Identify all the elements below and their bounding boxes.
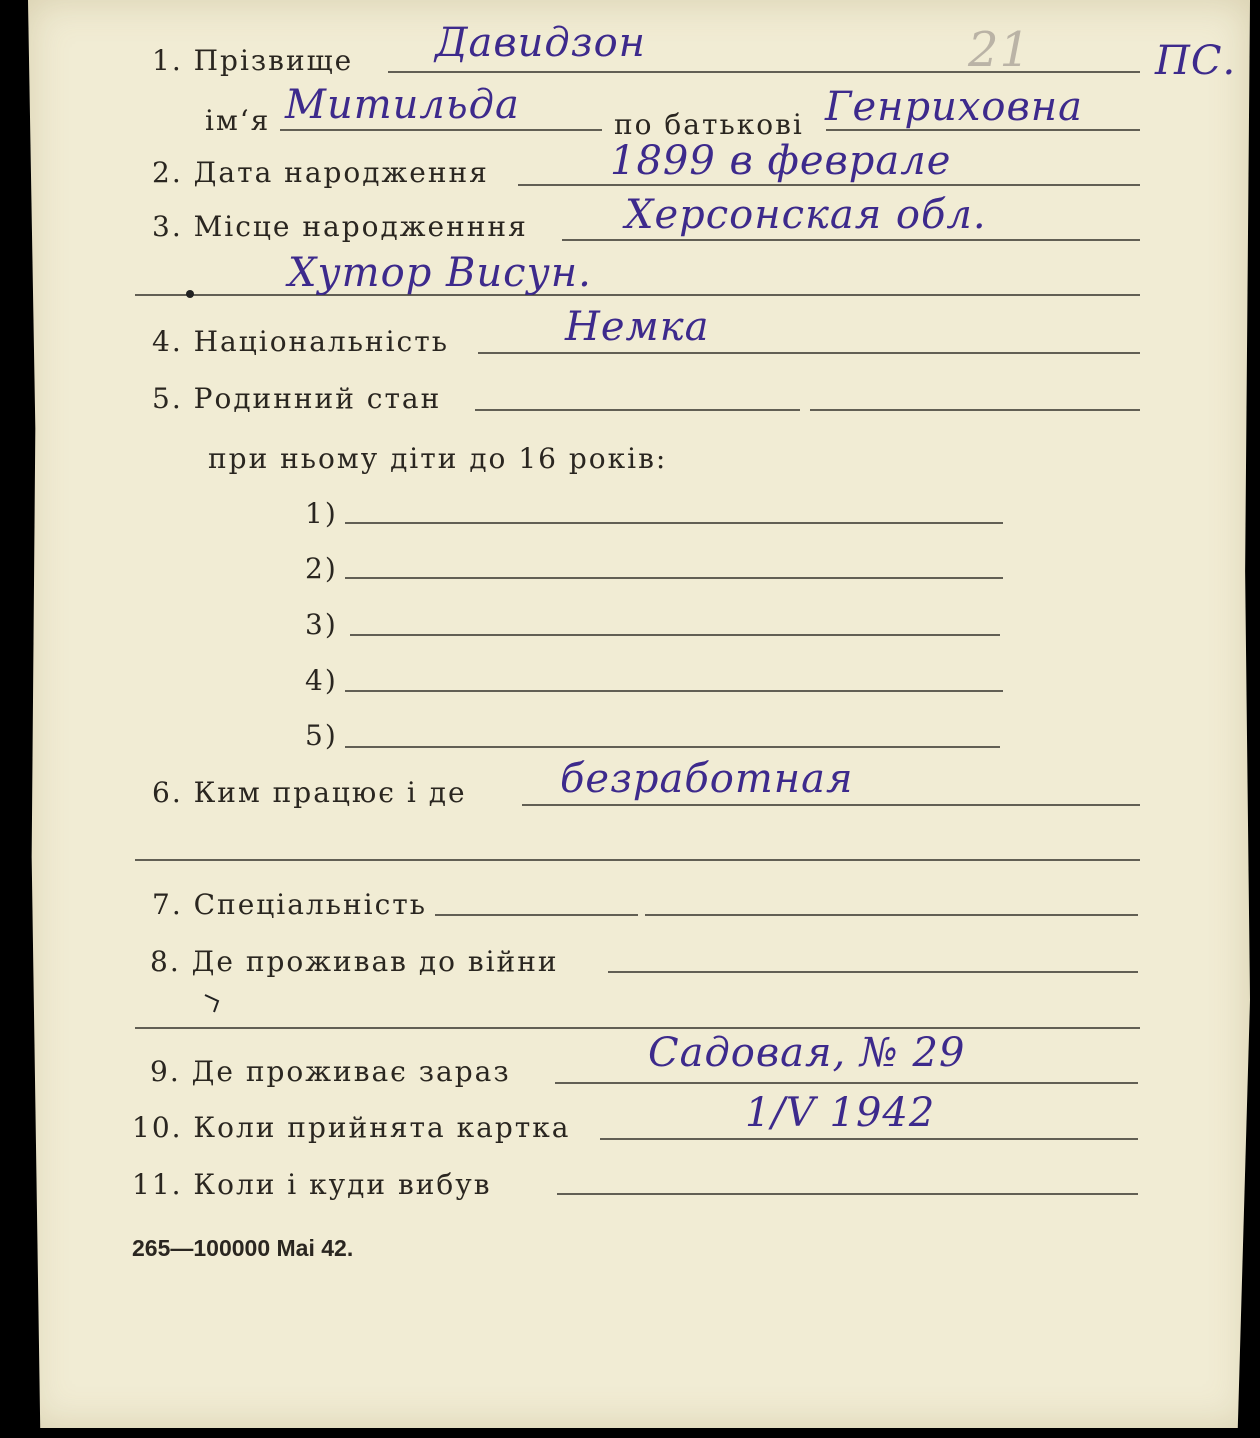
- label-current-address: 9. Де проживає зараз: [150, 1055, 511, 1088]
- ink-tick: [205, 995, 218, 1012]
- value-card-date: 1/V 1942: [745, 1090, 936, 1136]
- value-nationality: Немка: [565, 304, 710, 350]
- value-birth-date: 1899 в феврале: [610, 138, 952, 184]
- value-work: безработная: [560, 756, 854, 802]
- label-child-4: 4): [305, 664, 338, 697]
- label-birth-date: 2. Дата народження: [152, 156, 489, 189]
- label-patronymic: по батькові: [614, 108, 804, 141]
- label-children: при ньому діти до 16 років:: [208, 442, 668, 475]
- label-card-date: 10. Коли прийнята картка: [132, 1111, 571, 1144]
- label-child-5: 5): [305, 719, 338, 752]
- value-birth-place: Херсонская обл.: [625, 192, 987, 238]
- value-first-name: Митильда: [285, 82, 520, 128]
- label-child-2: 2): [305, 552, 338, 585]
- label-work: 6. Ким працює і де: [152, 776, 467, 809]
- label-departure: 11. Коли і куди вибув: [132, 1168, 492, 1201]
- corner-mark: ПС.: [1155, 38, 1237, 84]
- label-nationality: 4. Національність: [152, 325, 449, 358]
- faint-number: 21: [968, 22, 1032, 78]
- label-first-name: ім‘я: [205, 104, 271, 137]
- label-birth-place: 3. Місце народженння: [152, 210, 528, 243]
- ink-dot: [186, 290, 194, 298]
- label-child-3: 3): [305, 608, 338, 641]
- label-marital-status: 5. Родинний стан: [152, 382, 442, 415]
- label-child-1: 1): [305, 497, 338, 530]
- value-birth-place-cont: Хутор Висун.: [288, 250, 592, 296]
- value-current-address: Садовая, № 29: [648, 1030, 966, 1076]
- label-specialty: 7. Спеціальність: [152, 888, 427, 921]
- label-surname: 1. Прізвище: [152, 44, 354, 77]
- value-surname: Давидзон: [435, 20, 647, 66]
- print-run-footer: 265—100000 Mai 42.: [132, 1235, 354, 1261]
- value-patronymic: Генриховна: [825, 84, 1083, 130]
- label-prewar-address: 8. Де проживав до війни: [150, 945, 559, 978]
